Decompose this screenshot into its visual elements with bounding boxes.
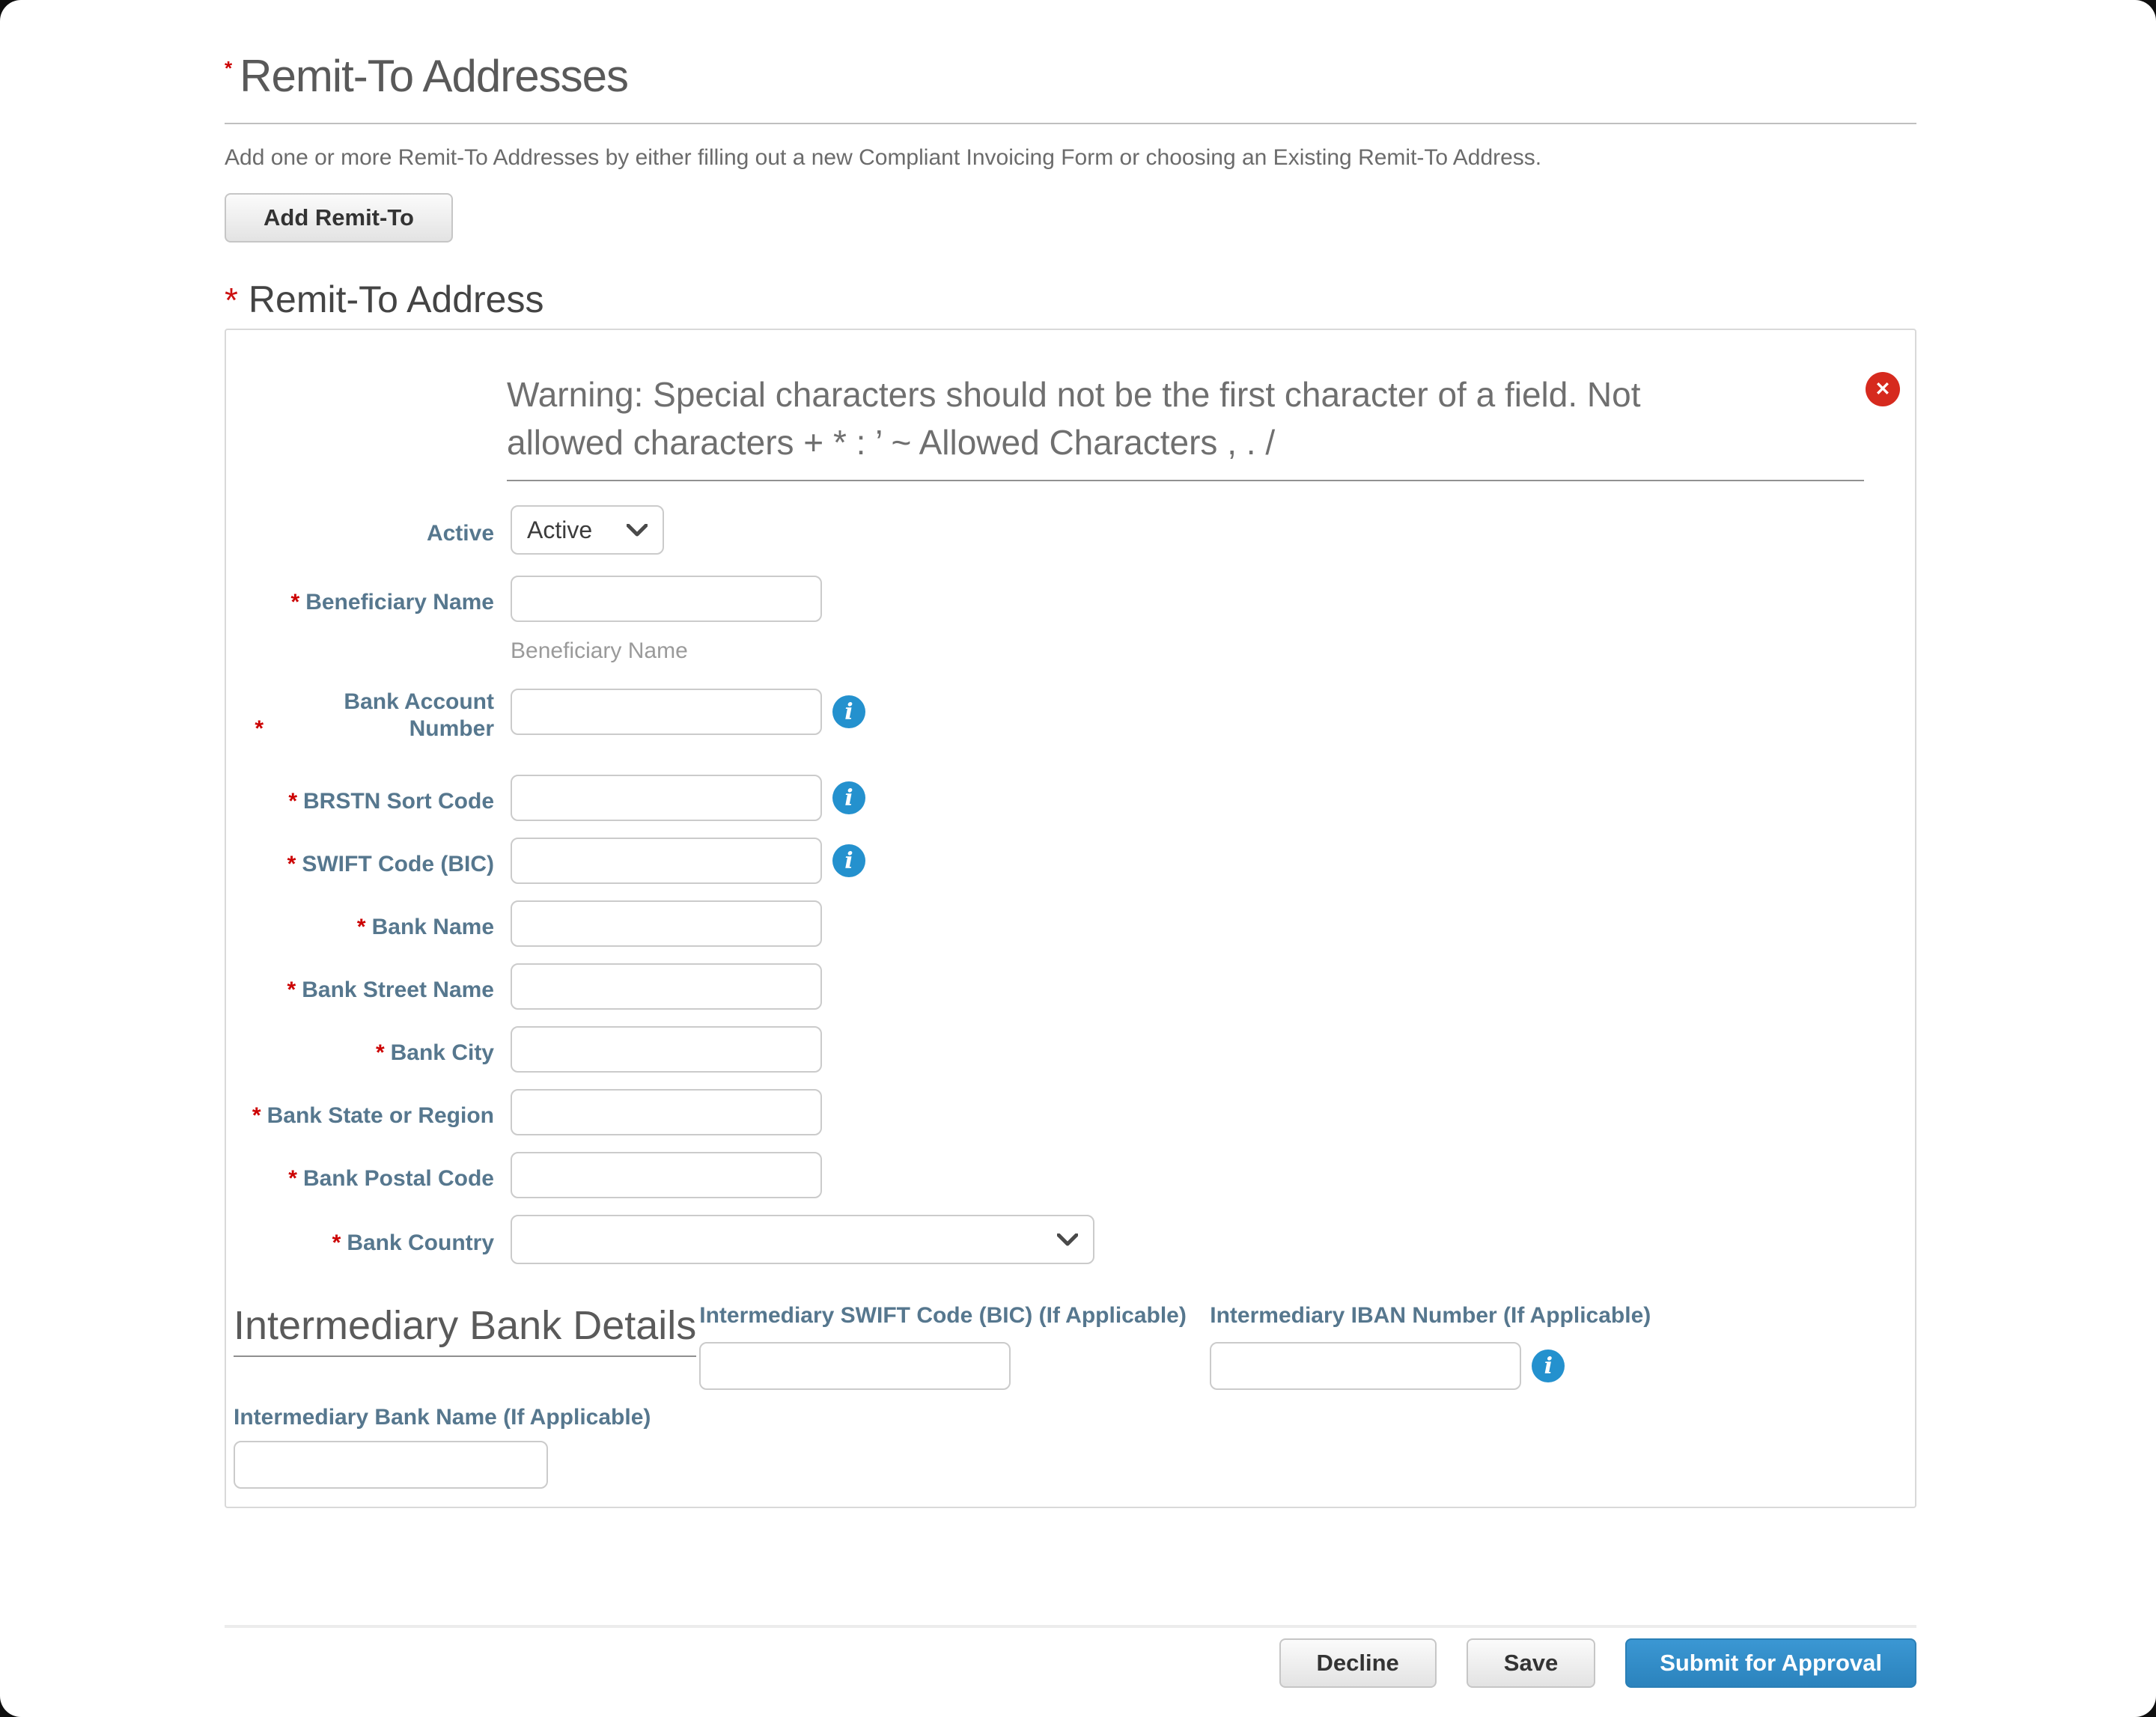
bank-name-input[interactable] <box>511 900 822 947</box>
bank-state-label: * Bank State or Region <box>252 1103 494 1128</box>
remit-to-address-heading <box>225 278 1916 321</box>
save-button[interactable]: Save <box>1467 1638 1595 1688</box>
intermediary-iban-column <box>1210 1303 1651 1390</box>
warning-line-1: Warning: Special characters should not be the first character of a field. Not <box>507 375 1641 414</box>
bank-state-input[interactable] <box>511 1089 822 1135</box>
remove-remit-to-button[interactable] <box>1866 372 1900 406</box>
intermediary-bank-name-block <box>234 1405 1915 1489</box>
beneficiary-name-label: * Beneficiary Name <box>290 590 494 614</box>
swift-code-input[interactable] <box>511 838 822 884</box>
warning-line-2: allowed characters + * : ’ ~ Allowed Characters , . / <box>507 423 1276 462</box>
bank-postal-code-input[interactable] <box>511 1152 822 1198</box>
intermediary-iban-label: Intermediary IBAN Number (If Applicable) <box>1210 1303 1651 1328</box>
bank-street-name-label: * Bank Street Name <box>287 978 494 1002</box>
title-divider <box>225 123 1916 124</box>
bank-account-number-label: *Bank Account Number <box>255 689 494 741</box>
bank-street-name-row <box>226 963 1915 1010</box>
intermediary-bank-details-section <box>226 1303 1915 1489</box>
active-label: Active <box>426 521 494 546</box>
active-select-value: Active <box>527 516 593 543</box>
intro-text: Add one or more Remit-To Addresses by either filling out a new Compliant Invoicing Form or choosing an Existing Remit-To Address. <box>225 145 1542 170</box>
info-icon[interactable]: i <box>832 695 865 728</box>
required-asterisk: * <box>288 1166 297 1191</box>
bank-name-label: * Bank Name <box>356 915 494 939</box>
active-select[interactable] <box>511 505 664 555</box>
bank-country-select[interactable] <box>511 1215 1094 1264</box>
required-asterisk: * <box>225 281 238 320</box>
bank-country-label: * Bank Country <box>332 1230 494 1255</box>
swift-code-label: * SWIFT Code (BIC) <box>287 852 494 876</box>
page-title: Remit-To Addresses <box>240 51 628 101</box>
required-asterisk: * <box>287 978 296 1002</box>
required-asterisk: * <box>252 1103 261 1128</box>
required-asterisk: * <box>287 852 296 876</box>
required-asterisk: * <box>288 789 297 814</box>
required-asterisk: * <box>332 1230 341 1255</box>
intermediary-iban-input[interactable] <box>1210 1342 1521 1390</box>
beneficiary-helper-row <box>226 638 1915 664</box>
info-icon[interactable]: i <box>832 781 865 814</box>
bank-account-number-row <box>226 685 1915 739</box>
bank-name-row <box>226 900 1915 947</box>
beneficiary-name-input[interactable] <box>511 576 822 622</box>
decline-button[interactable]: Decline <box>1279 1638 1437 1688</box>
bank-account-number-input[interactable] <box>511 689 822 735</box>
remit-to-address-panel <box>225 329 1916 1508</box>
info-icon[interactable]: i <box>832 844 865 877</box>
intermediary-heading: Intermediary Bank Details <box>234 1303 696 1357</box>
info-icon[interactable]: i <box>1532 1349 1565 1382</box>
active-row <box>226 505 1915 555</box>
required-asterisk: * <box>255 716 264 741</box>
required-asterisk: * <box>290 590 300 614</box>
bank-state-row <box>226 1089 1915 1135</box>
bank-country-row <box>226 1215 1915 1264</box>
intermediary-swift-label: Intermediary SWIFT Code (BIC) (If Applicable) <box>699 1303 1187 1328</box>
required-asterisk: * <box>375 1040 385 1065</box>
page-title-row <box>225 0 1916 108</box>
bank-city-label: * Bank City <box>375 1040 494 1065</box>
special-characters-warning <box>507 370 1864 481</box>
intermediary-swift-input[interactable] <box>699 1342 1011 1390</box>
add-remit-to-button[interactable]: Add Remit-To <box>225 193 453 243</box>
beneficiary-helper-text: Beneficiary Name <box>511 638 688 663</box>
section-title: Remit-To Address <box>248 278 544 320</box>
intermediary-bank-name-input[interactable] <box>234 1441 548 1489</box>
bank-city-input[interactable] <box>511 1026 822 1073</box>
brstn-sort-code-input[interactable] <box>511 775 822 821</box>
intermediary-swift-column <box>699 1303 1210 1390</box>
remit-to-form <box>226 505 1915 1264</box>
bank-postal-code-row <box>226 1152 1915 1198</box>
beneficiary-name-row <box>226 576 1915 622</box>
brstn-sort-code-row <box>226 775 1915 821</box>
bank-city-row <box>226 1026 1915 1073</box>
submit-for-approval-button[interactable]: Submit for Approval <box>1625 1638 1916 1688</box>
chevron-down-icon <box>627 524 648 537</box>
swift-code-row <box>226 838 1915 884</box>
chevron-down-icon <box>1057 1233 1078 1246</box>
intermediary-bank-name-label: Intermediary Bank Name (If Applicable) <box>234 1405 651 1430</box>
bank-postal-code-label: * Bank Postal Code <box>288 1166 494 1191</box>
bank-street-name-input[interactable] <box>511 963 822 1010</box>
required-asterisk: * <box>225 57 233 79</box>
close-icon: ✕ <box>1875 379 1891 400</box>
footer-actions <box>225 1638 1916 1688</box>
brstn-sort-code-label: * BRSTN Sort Code <box>288 789 494 814</box>
footer-divider <box>225 1625 1916 1628</box>
required-asterisk: * <box>356 915 366 939</box>
